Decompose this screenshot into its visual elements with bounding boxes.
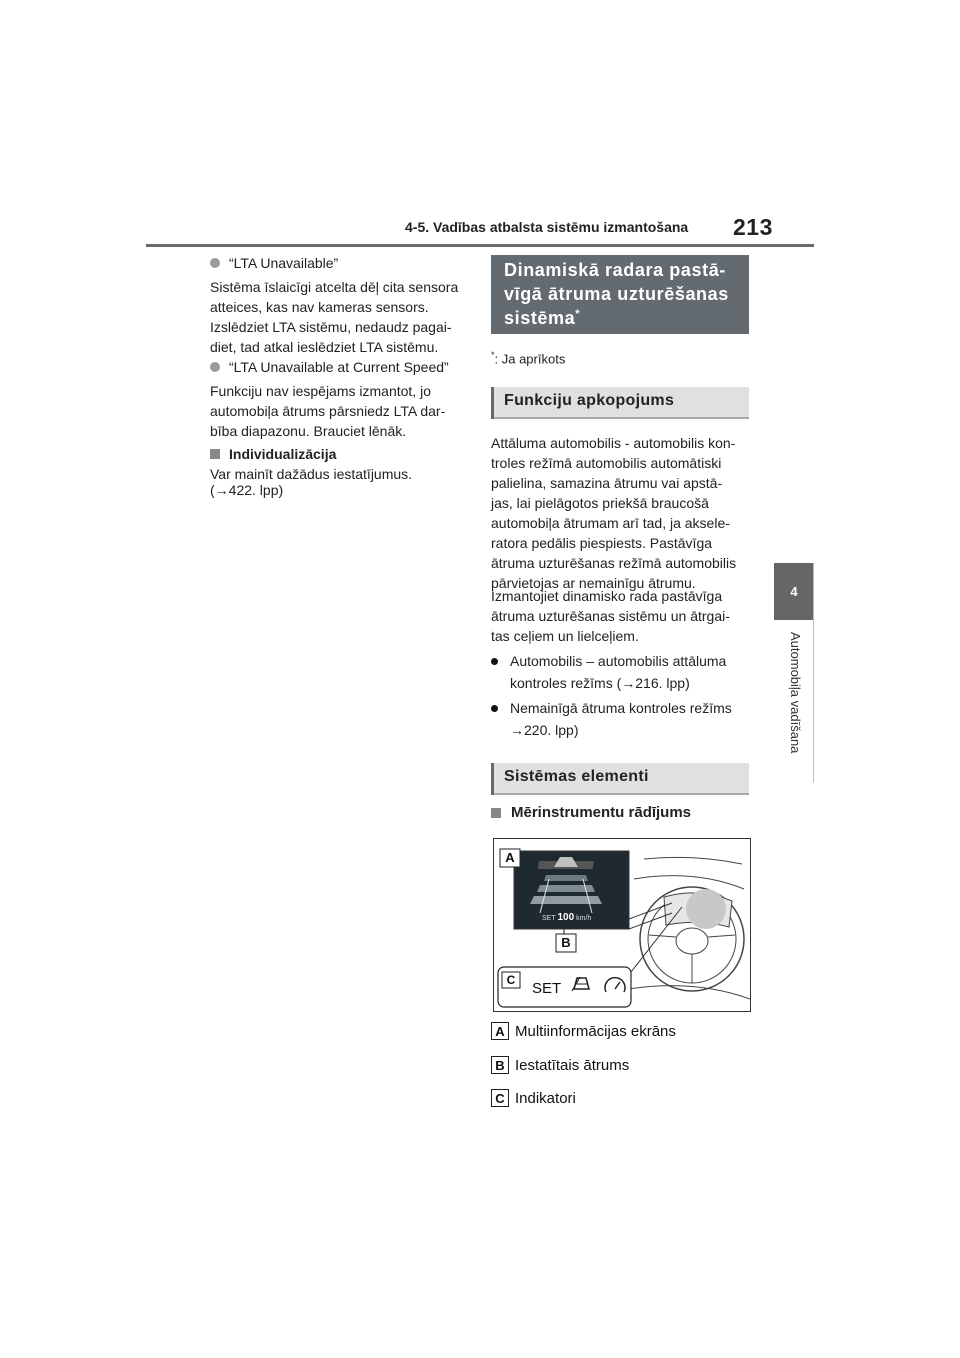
square-bullet-icon (210, 449, 220, 459)
text-line: bība diapazonu. Brauciet lēnāk. (210, 423, 407, 439)
mode-item-2 (491, 697, 751, 741)
item-title: Individualizācija (229, 446, 337, 462)
text-line: automobiļa ātrums pārsniedz LTA dar- (210, 403, 446, 419)
text-line: Izmantojiet dinamisko rada pastāvīga (491, 588, 723, 604)
footnote-text: : Ja aprīkots (494, 351, 566, 367)
bullet-icon (491, 705, 498, 712)
lta-unavailable-item (210, 253, 470, 357)
chapter-tab: 4 (774, 563, 814, 620)
set-label: SET (542, 915, 556, 922)
heading-text: Funkciju apkopojums (504, 392, 675, 409)
elements-heading (491, 763, 749, 795)
text-line: Automobilis – automobilis attāluma (510, 653, 727, 669)
speed-value: 100 (557, 912, 575, 923)
page-reference: kontroles režīms (→216. lpp) (510, 675, 690, 691)
main-heading (491, 255, 749, 334)
text-line: Nemainīgā ātruma kontroles režīms (510, 700, 732, 716)
text-line: pārvietojas ar nemainīgu ātrumu. (491, 575, 696, 591)
text-line: ātruma uzturēšanas režīmā automobilis (491, 555, 737, 571)
bullet-icon (210, 362, 220, 372)
summary-heading (491, 387, 749, 419)
page-reference: →220. lpp) (510, 722, 579, 738)
legend-label: C (491, 1089, 509, 1107)
subheading-text: Mērinstrumentu rādījums (511, 804, 692, 821)
set-indicator: SET (532, 980, 562, 997)
lta-speed-item (210, 357, 470, 441)
text-line: jas, lai pielāgotos priekšā braucošā (491, 495, 709, 511)
text-line: diet, tad atkal ieslēdziet LTA sistēmu. (210, 339, 439, 355)
customization-item (210, 444, 470, 498)
summary-paragraph-2 (491, 586, 751, 646)
text-line: ātruma uzturēšanas sistēmu un ātrgai- (491, 608, 730, 624)
text-line: troles režīmā automobilis automātiski (491, 455, 722, 471)
item-title: “LTA Unavailable” (229, 255, 339, 271)
legend-item (491, 1022, 676, 1040)
text-line: automobiļa ātrumam arī tad, ja aksele- (491, 515, 730, 531)
text-line: Var mainīt dažādus iestatījumus. (210, 466, 413, 482)
mode-item-1 (491, 650, 751, 694)
gauge-subheading (491, 803, 751, 823)
legend-text: Multiinformācijas ekrāns (515, 1022, 676, 1040)
text-line: Sistēma īslaicīgi atcelta dēļ cita sensora (210, 279, 459, 295)
bullet-icon (491, 658, 498, 665)
page-reference: (→422. lpp) (210, 482, 284, 498)
legend-text: Iestatītais ātrums (515, 1056, 630, 1074)
heading-line: Dinamiskā radara pastā- (504, 260, 726, 280)
text-line: Funkciju nav iespējams izmantot, jo (210, 383, 431, 399)
legend-label: B (491, 1056, 509, 1074)
footnote-mark: * (491, 350, 495, 360)
chapter-title-tab (781, 632, 809, 777)
callout-label-c: C (506, 973, 516, 987)
set-speed-readout (542, 912, 591, 923)
footnote (491, 345, 751, 369)
text-line: Izslēdziet LTA sistēmu, nedaudz pagai- (210, 319, 452, 335)
callout-label-b: B (561, 935, 571, 950)
footnote-marker: * (575, 308, 581, 320)
speed-unit: km/h (576, 915, 592, 922)
heading-line: vīgā ātruma uzturēšanas (504, 284, 729, 304)
heading-text: Sistēmas elementi (504, 768, 649, 785)
square-bullet-icon (491, 808, 501, 818)
text-line: Attāluma automobilis - automobilis kon- (491, 435, 736, 451)
legend-item (491, 1089, 576, 1107)
heading-line: sistēma (504, 308, 576, 328)
callout-label-a: A (505, 850, 515, 865)
page-number: 213 (733, 214, 773, 240)
instrument-figure (493, 838, 751, 1012)
legend-label: A (491, 1022, 509, 1040)
bullet-icon (210, 258, 220, 268)
legend-item (491, 1056, 629, 1074)
text-line: tas ceļiem un lielceļiem. (491, 628, 639, 644)
text-line: palielina, samazina ātrumu vai apstā- (491, 475, 723, 491)
text-line: ratora pedālis piespiests. Pastāvīga (491, 535, 713, 551)
text-line: atteices, kas nav kameras sensors. (210, 299, 429, 315)
legend-text: Indikatori (515, 1089, 576, 1107)
chapter-title: Automobiļa vadīšana (788, 632, 803, 754)
item-title: “LTA Unavailable at Current Speed” (229, 359, 449, 375)
summary-paragraph-1 (491, 433, 751, 593)
header-divider (146, 244, 814, 247)
section-title: 4-5. Vadības atbalsta sistēmu izmantošana (405, 219, 689, 235)
chapter-tab-line (813, 563, 814, 783)
